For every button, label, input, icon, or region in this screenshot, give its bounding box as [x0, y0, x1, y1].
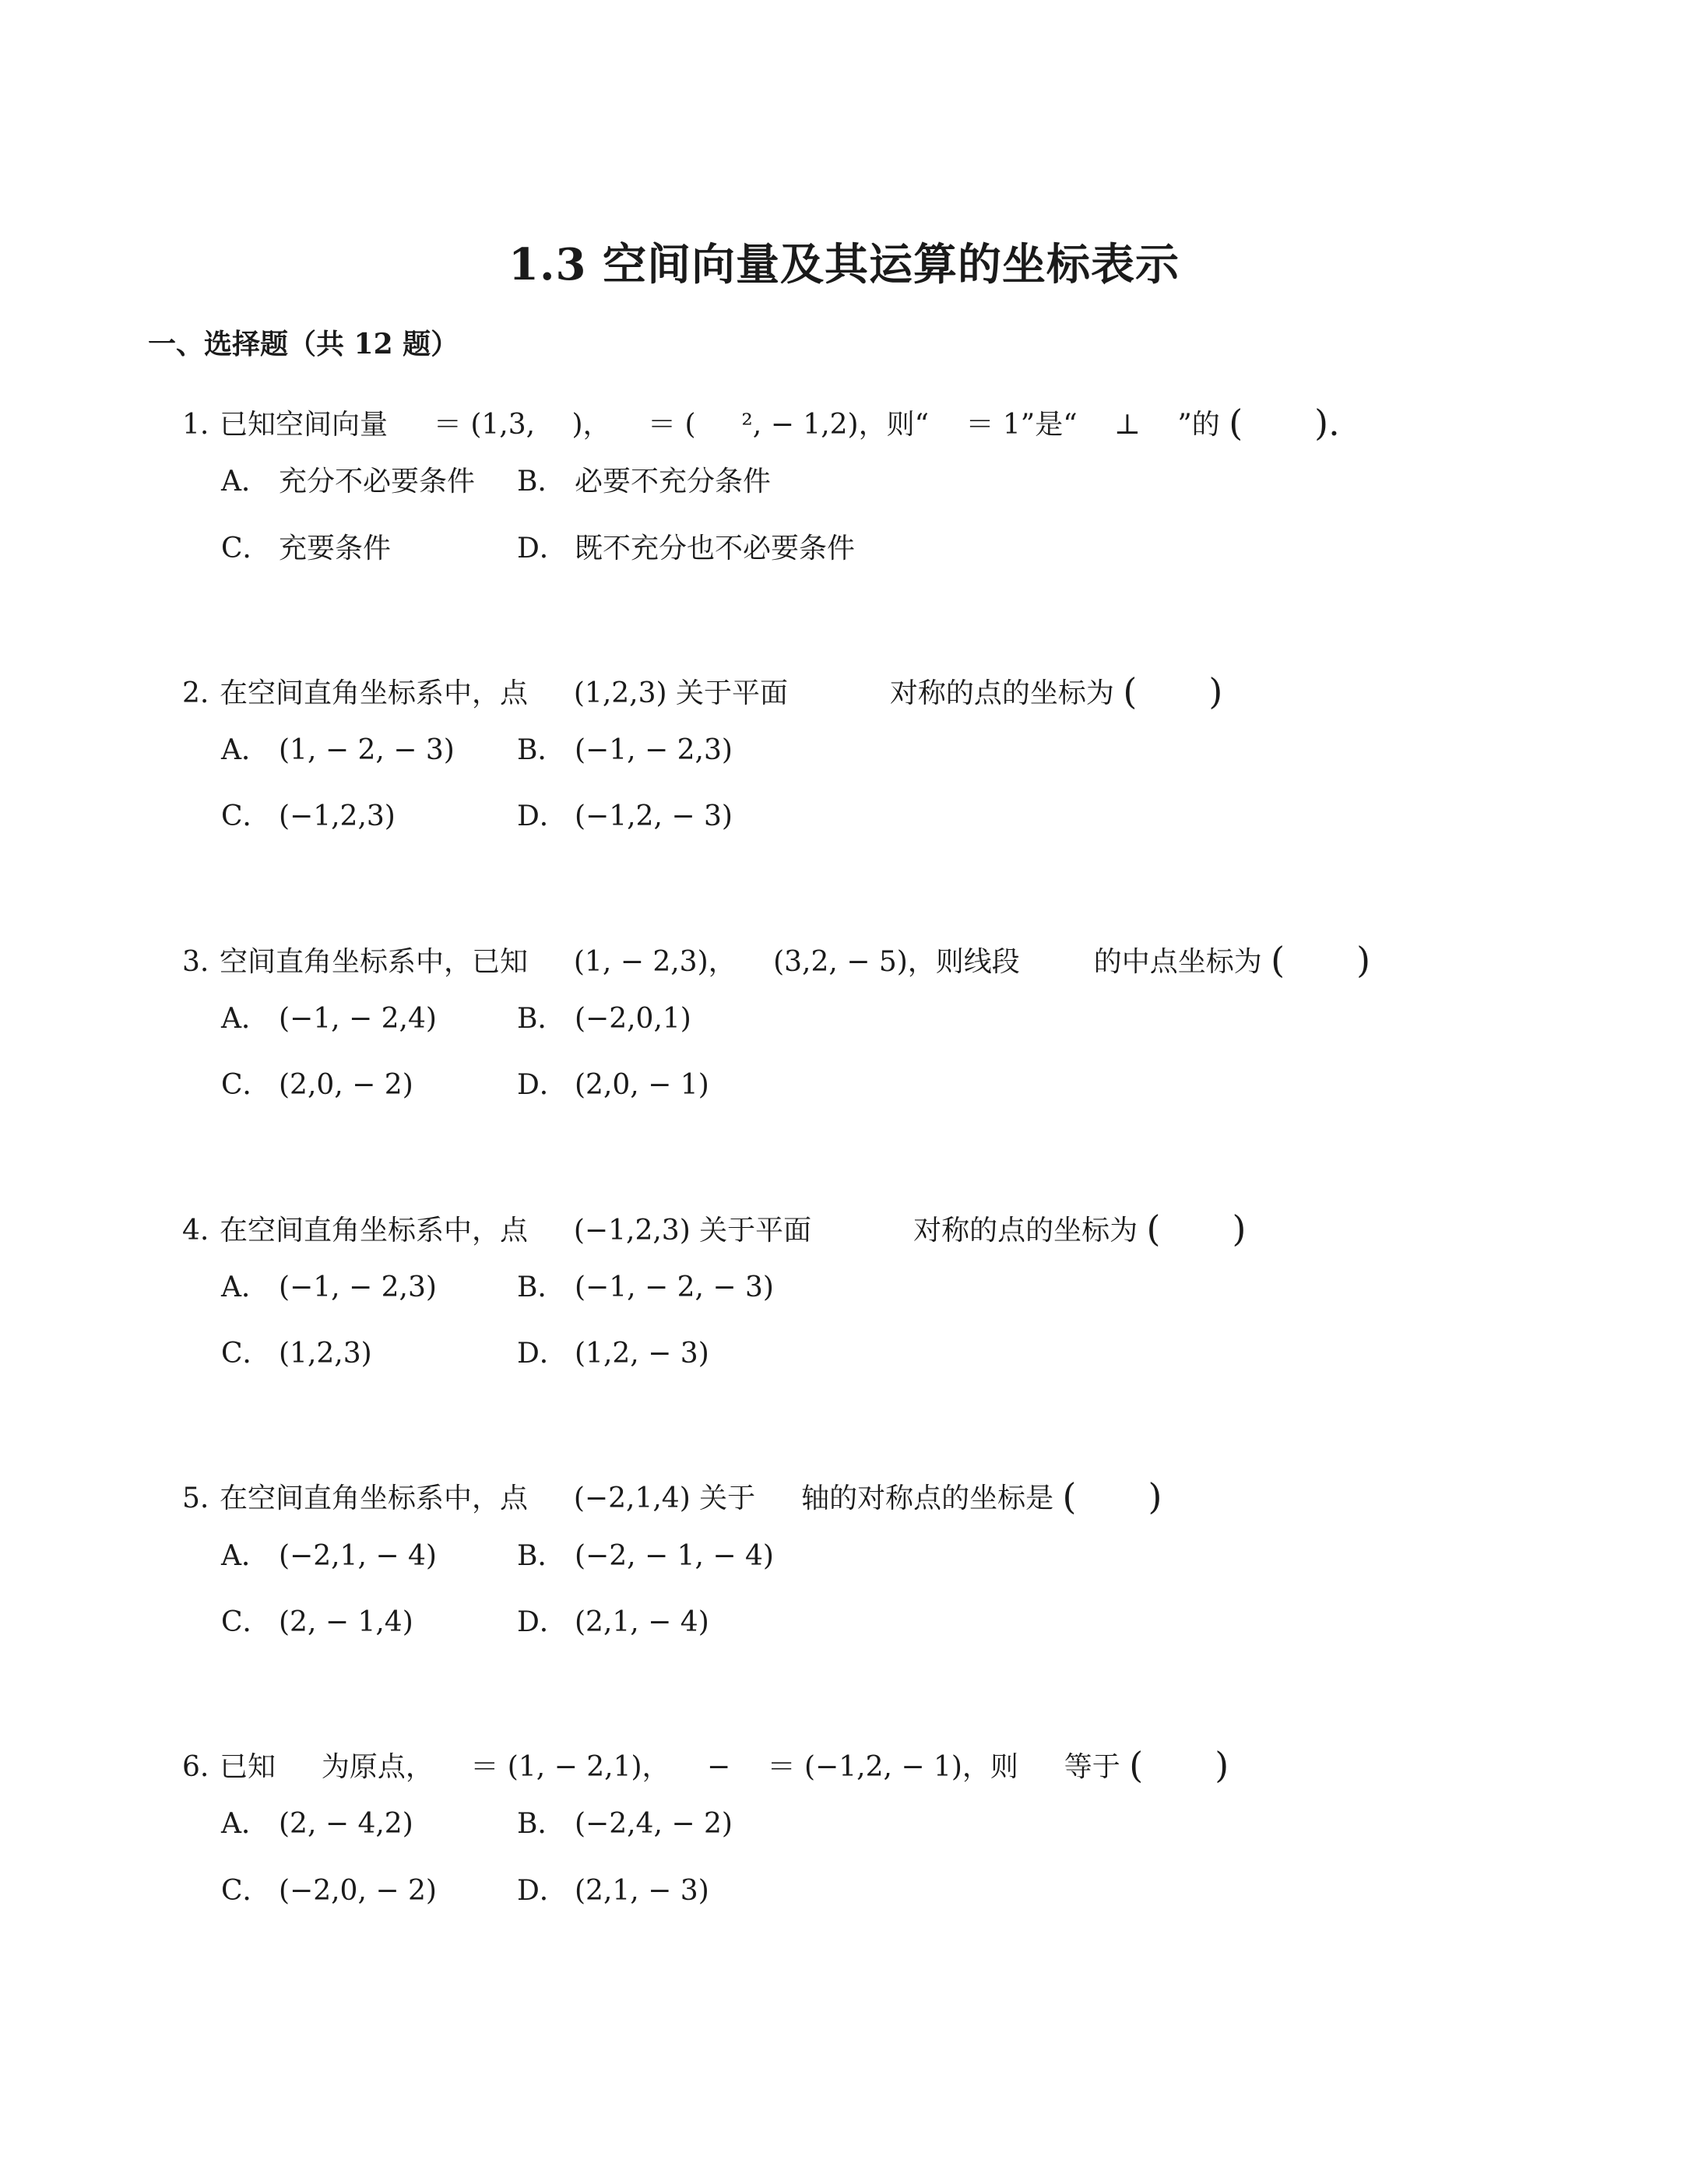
option-b[interactable]: B． (−1, − 2,3) [517, 734, 733, 766]
question-text: 已知空间向量 ＝ (1,3, )， ＝ ( ², − 1,2)，则“ ＝ 1”是“ ⊥ ”的 [220, 409, 1220, 441]
question-text: 在空间直角坐标系中，点 (1,2,3) 关于平面 对称的点的坐标为 [220, 677, 1114, 709]
question-number: 3. [182, 946, 209, 978]
option-b[interactable]: B． 必要不充分条件 [517, 466, 772, 498]
option-c[interactable]: C． (−2,0, − 2) [221, 1875, 437, 1907]
option-a[interactable]: A． (−2,1, − 4) [221, 1540, 437, 1572]
option-c[interactable]: C． (2, − 1,4) [221, 1606, 413, 1638]
question-4-stem [182, 1199, 1246, 1250]
option-d[interactable]: D． (2,0, − 1) [517, 1069, 709, 1101]
option-b[interactable]: B． (−2,0,1) [517, 1003, 691, 1035]
page-title: 1.3 空间向量及其运算的坐标表示 [508, 239, 1180, 290]
answer-blank: ( ) [1129, 1744, 1229, 1786]
question-6-stem [182, 1736, 1229, 1787]
option-a[interactable]: A． (−1, − 2,4) [221, 1003, 437, 1035]
option-d[interactable]: D． (2,1, − 3) [517, 1875, 709, 1907]
question-2-stem [182, 662, 1222, 713]
question-number: 5. [182, 1482, 209, 1514]
option-d[interactable]: D． (−1,2, − 3) [517, 800, 733, 832]
answer-blank: ( ) [1271, 939, 1371, 981]
question-number: 6. [182, 1751, 209, 1783]
question-5-stem [182, 1467, 1162, 1518]
question-number: 1. [182, 409, 209, 441]
question-text: 空间直角坐标系中，已知 (1, − 2,3)， (3,2, − 5)，则线段 的中点坐标为 [220, 946, 1262, 978]
question-text: 已知 为原点， ＝ (1, − 2,1)， − ＝ (−1,2, − 1)，则 等于 [220, 1751, 1120, 1783]
option-d[interactable]: D． (2,1, − 4) [517, 1606, 709, 1638]
option-d[interactable]: D． 既不充分也不必要条件 [517, 533, 856, 564]
option-b[interactable]: B． (−2, − 1, − 4) [517, 1540, 774, 1572]
question-text: 在空间直角坐标系中，点 (−2,1,4) 关于 轴的对称点的坐标是 [220, 1482, 1054, 1514]
option-a[interactable]: A． (2, − 4,2) [221, 1808, 413, 1840]
option-a[interactable]: A． (−1, − 2,3) [221, 1271, 437, 1303]
question-text: 在空间直角坐标系中，点 (−1,2,3) 关于平面 对称的点的坐标为 [220, 1215, 1138, 1247]
option-a[interactable]: A． (1, − 2, − 3) [221, 734, 455, 766]
question-3-stem [182, 930, 1370, 982]
option-c[interactable]: C． (2,0, − 2) [221, 1069, 413, 1101]
option-c[interactable]: C． (1,2,3) [221, 1338, 372, 1370]
answer-blank: ( ) [1146, 1208, 1247, 1250]
option-b[interactable]: B． (−1, − 2, − 3) [517, 1271, 774, 1303]
option-c[interactable]: C． 充要条件 [221, 533, 392, 564]
option-a[interactable]: A． 充分不必要条件 [221, 466, 476, 498]
question-number: 2. [182, 677, 209, 709]
answer-blank: ( ) [1123, 670, 1223, 712]
option-b[interactable]: B． (−2,4, − 2) [517, 1808, 733, 1840]
question-1-stem [182, 393, 1340, 445]
option-d[interactable]: D． (1,2, − 3) [517, 1338, 709, 1370]
answer-blank: ( ). [1229, 402, 1340, 444]
section-heading: 一、选择题（共 12 题） [148, 328, 459, 360]
question-number: 4. [182, 1215, 209, 1247]
answer-blank: ( ) [1062, 1475, 1162, 1518]
option-c[interactable]: C． (−1,2,3) [221, 800, 396, 832]
